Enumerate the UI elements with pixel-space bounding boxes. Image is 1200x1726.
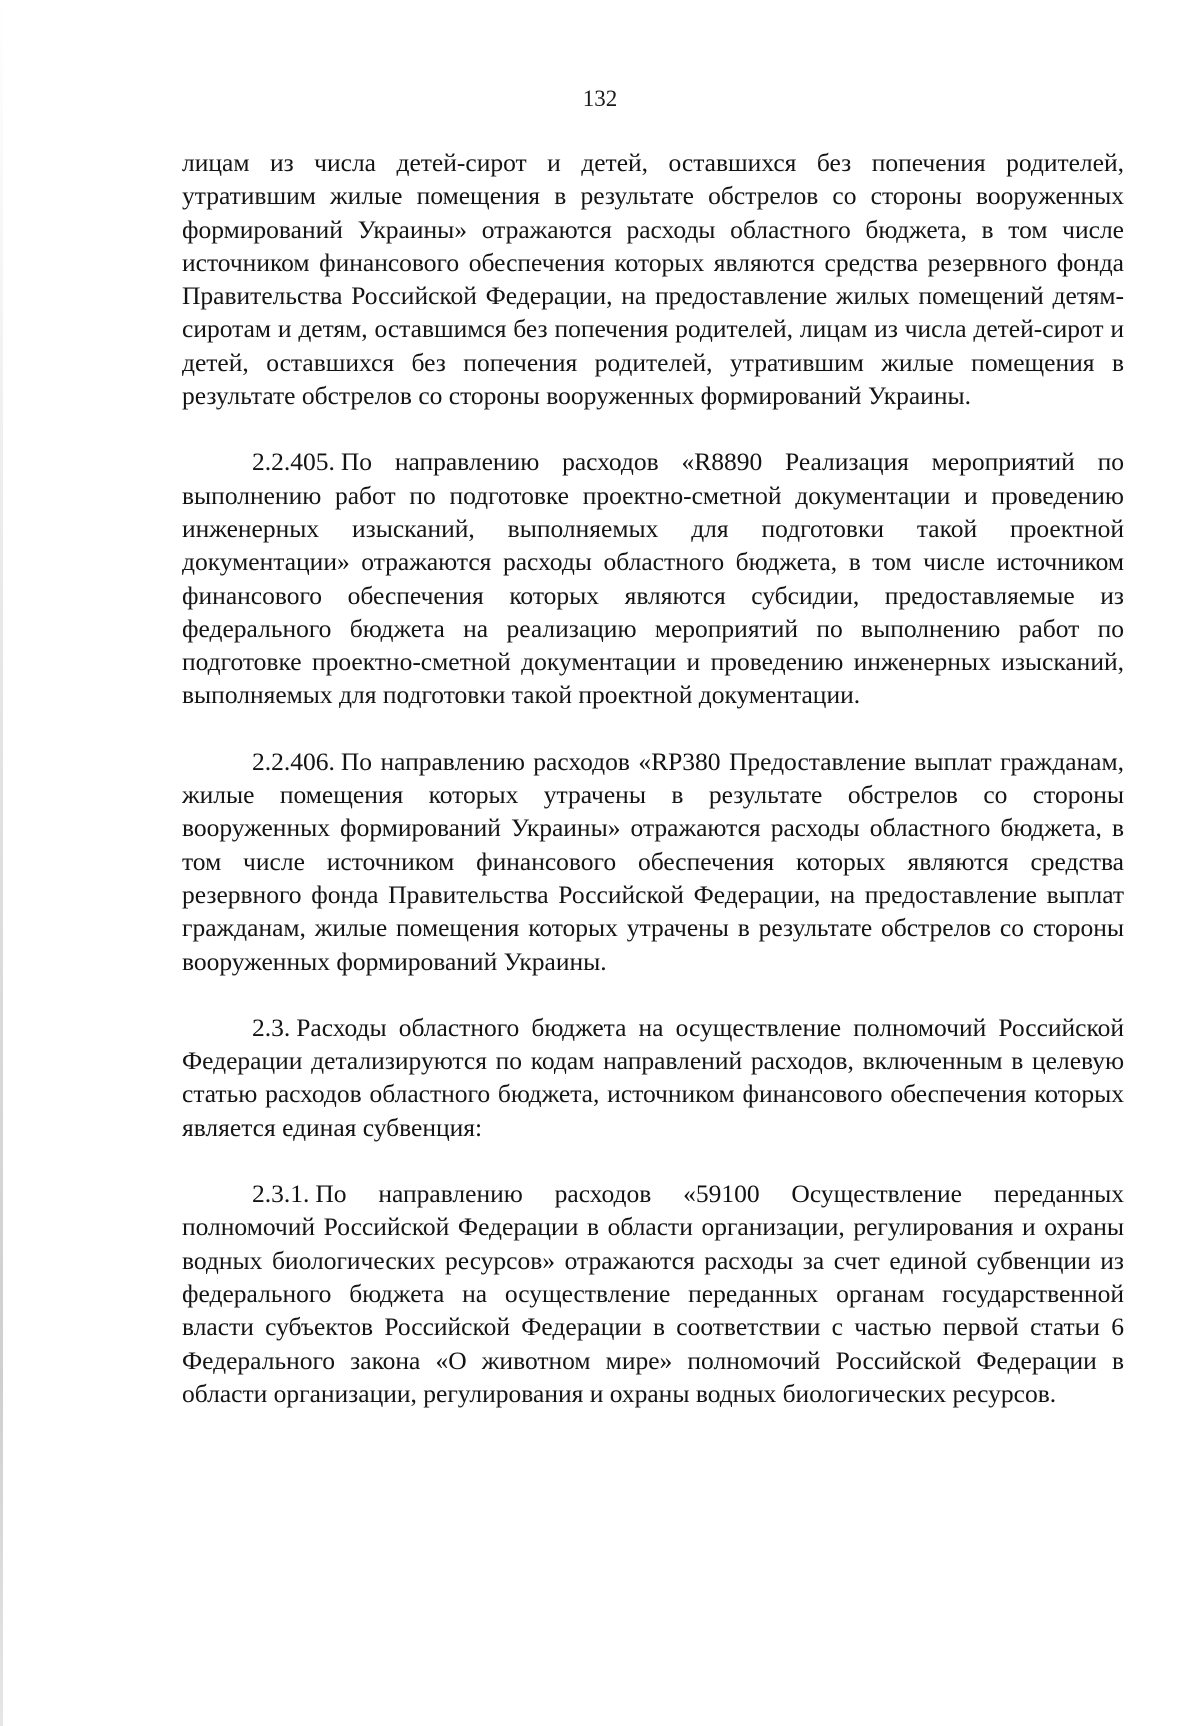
paragraph-2-3 xyxy=(182,1011,1124,1144)
paragraph-text: лицам из числа детей-сирот и детей, оставшихся без попечения родителей, утратившим жилые помещения в результате обстрелов со стороны вооруженных формирований Украины» отражаются расходы областного бюджета, в том числе источником финансового обеспечения которых являются средства резервного фонда Правительства Российской Федерации, на предоставление жилых помещений детям-сиротам и детям, оставшимся без попечения родителей, лицам из числа детей-сирот и детей, оставшихся без попечения родителей, утратившим жилые помещения в результате обстрелов со стороны вооруженных формирований Украины. xyxy=(182,148,1124,411)
paragraph-2-3-1 xyxy=(182,1177,1124,1410)
paragraph-text: По направлению расходов «RP380 Предоставление выплат гражданам, жилые помещения которых утрачены в результате обстрелов со стороны вооруженных формирований Украины» отражаются расходы областного бюджета, в том числе источником финансового обеспечения которых являются средства резервного фонда Правительства Российской Федерации, на предоставление выплат гражданам, жилые помещения которых утрачены в результате обстрелов со стороны вооруженных формирований Украины. xyxy=(182,746,1124,976)
paragraph-2-2-405 xyxy=(182,445,1124,711)
paragraph-text: По направлению расходов «59100 Осуществление переданных полномочий Российской Федерации в области организации, регулирования и охраны водных биологических ресурсов» отражаются расходы за счет единой субвенции из федерального бюджета на осуществление переданных органам государственной власти субъектов Российской Федерации в соответствии с частью первой статьи 6 Федерального закона «О животном мире» полномочий Российской Федерации в области организации, регулирования и охраны водных биологических ресурсов. xyxy=(182,1179,1124,1408)
scan-edge xyxy=(0,0,3,1726)
paragraph-2-2-406 xyxy=(182,745,1124,978)
paragraph-number: 2.2.405. xyxy=(252,447,335,477)
document-body xyxy=(182,146,1124,1410)
paragraph-number: 2.3. xyxy=(252,1012,291,1042)
paragraph-continuation xyxy=(182,146,1124,412)
paragraph-number: 2.3.1. xyxy=(252,1179,310,1209)
paragraph-text: Расходы областного бюджета на осуществление полномочий Российской Федерации детализируются по кодам направлений расходов, включенным в целевую статью расходов областного бюджета, источником финансового обеспечения которых является единая субвенция: xyxy=(182,1012,1124,1142)
page-number: 132 xyxy=(582,86,618,111)
paragraph-text: По направлению расходов «R8890 Реализация мероприятий по выполнению работ по подготовке проектно-сметной документации и проведению инженерных изысканий, выполняемых для подготовки такой проектной документации» отражаются расходы областного бюджета, в том числе источником финансового обеспечения которых являются субсидии, предоставляемые из федерального бюджета на реализацию мероприятий по выполнению работ по подготовке проектно-сметной документации и проведению инженерных изысканий, выполняемых для подготовки такой проектной документации. xyxy=(182,447,1124,710)
paragraph-number: 2.2.406. xyxy=(252,746,335,776)
